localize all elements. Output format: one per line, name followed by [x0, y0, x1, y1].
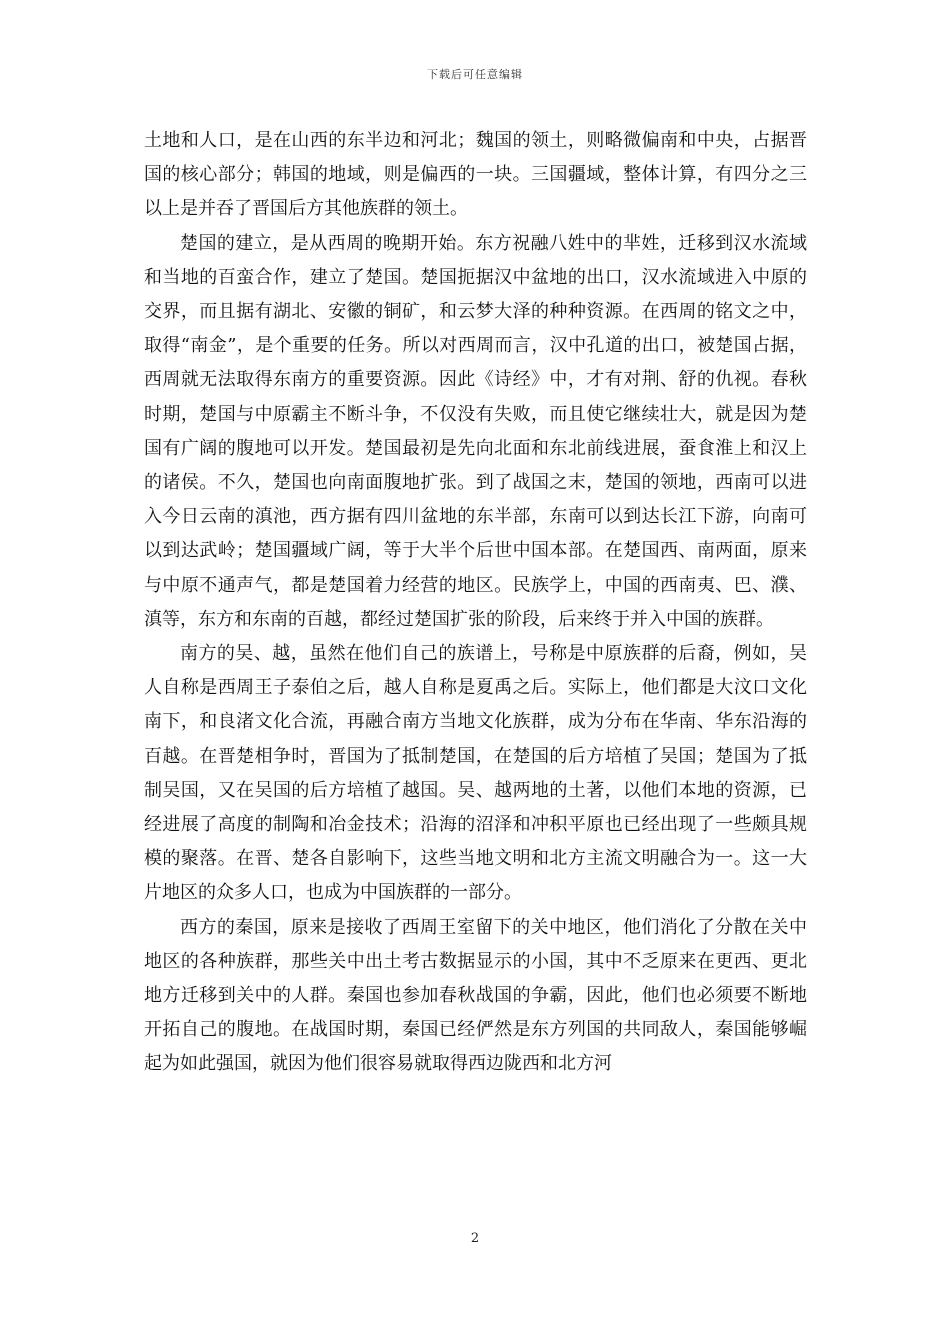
paragraph-qin-state: 西方的秦国，原来是接收了西周王室留下的关中地区，他们消化了分散在关中地区的各种族群，那些关中出土考古数据显示的小国，其中不乏原来在更西、更北地方迁移到关中的人群。秦国也参加春秋战国的争霸，因此，他们也必须要不断地开拓自己的腹地。在战国时期，秦国已经俨然是东方列国的共同敌人，秦国能够崛起为如此强国，就因为他们很容易就取得西边陇西和北方河 — [144, 916, 807, 1075]
page-number: 2 — [470, 1231, 480, 1246]
paragraph-chu-state: 楚国的建立，是从西周的晚期开始。东方祝融八姓中的芈姓，迁移到汉水流域和当地的百蛮合作，建立了楚国。楚国扼据汉中盆地的出口，汉水流域进入中原的交界，而且据有湖北、安徽的铜矿，和云梦大泽的种种资源。在西周的铭文之中，取得“南金”，是个重要的任务。所以对西周而言，汉中孔道的出口，被楚国占据，西周就无法取得东南方的重要资源。因此《诗经》中，才有对荆、舒的仇视。春秋时期，楚国与中原霸主不断斗争，不仅没有失败，而且使它继续壮大，就是因为楚国有广阔的腹地可以开发。楚国最初是先向北面和东北前线进展，蚕食淮上和汉上的诸侯。不久，楚国也向南面腹地扩张。到了战国之末，楚国的领地，西南可以进入今日云南的滇池，西方据有四川盆地的东半部，东南可以到达长江下游，向南可以到达武岭；楚国疆域广阔，等于大半个后世中国本部。在楚国西、南两面，原来与中原不通声气，都是楚国着力经营的地区。民族学上，中国的西南夷、巴、濮、滇等，东方和东南的百越，都经过楚国扩张的阶段，后来终于并入中国的族群。 — [144, 232, 807, 630]
document-body — [144, 124, 807, 1082]
paragraph-continued: 土地和人口，是在山西的东半边和河北；魏国的领土，则略微偏南和中央，占据晋国的核心部分；韩国的地域，则是偏西的一块。三国疆域，整体计算，有四分之三以上是并吞了晋国后方其他族群的领土。 — [144, 130, 807, 220]
page-header: 下载后可任意编辑 — [427, 68, 523, 81]
paragraph-wu-yue: 南方的吴、越，虽然在他们自己的族谱上，号称是中原族群的后裔，例如，吴人自称是西周王子泰伯之后，越人自称是夏禹之后。实际上，他们都是大汶口文化南下，和良渚文化合流，再融合南方当地文化族群，成为分布在华南、华东沿海的百越。在晋楚相争时，晋国为了抵制楚国，在楚国的后方培植了吴国；楚国为了抵制吴国，又在吴国的后方培植了越国。吴、越两地的土著，以他们本地的资源，已经进展了高度的制陶和冶金技术；沿海的沼泽和冲积平原也已经出现了一些颇具规模的聚落。在晋、楚各自影响下，这些当地文明和北方主流文明融合为一。这一大片地区的众多人口，也成为中国族群的一部分。 — [144, 643, 807, 904]
